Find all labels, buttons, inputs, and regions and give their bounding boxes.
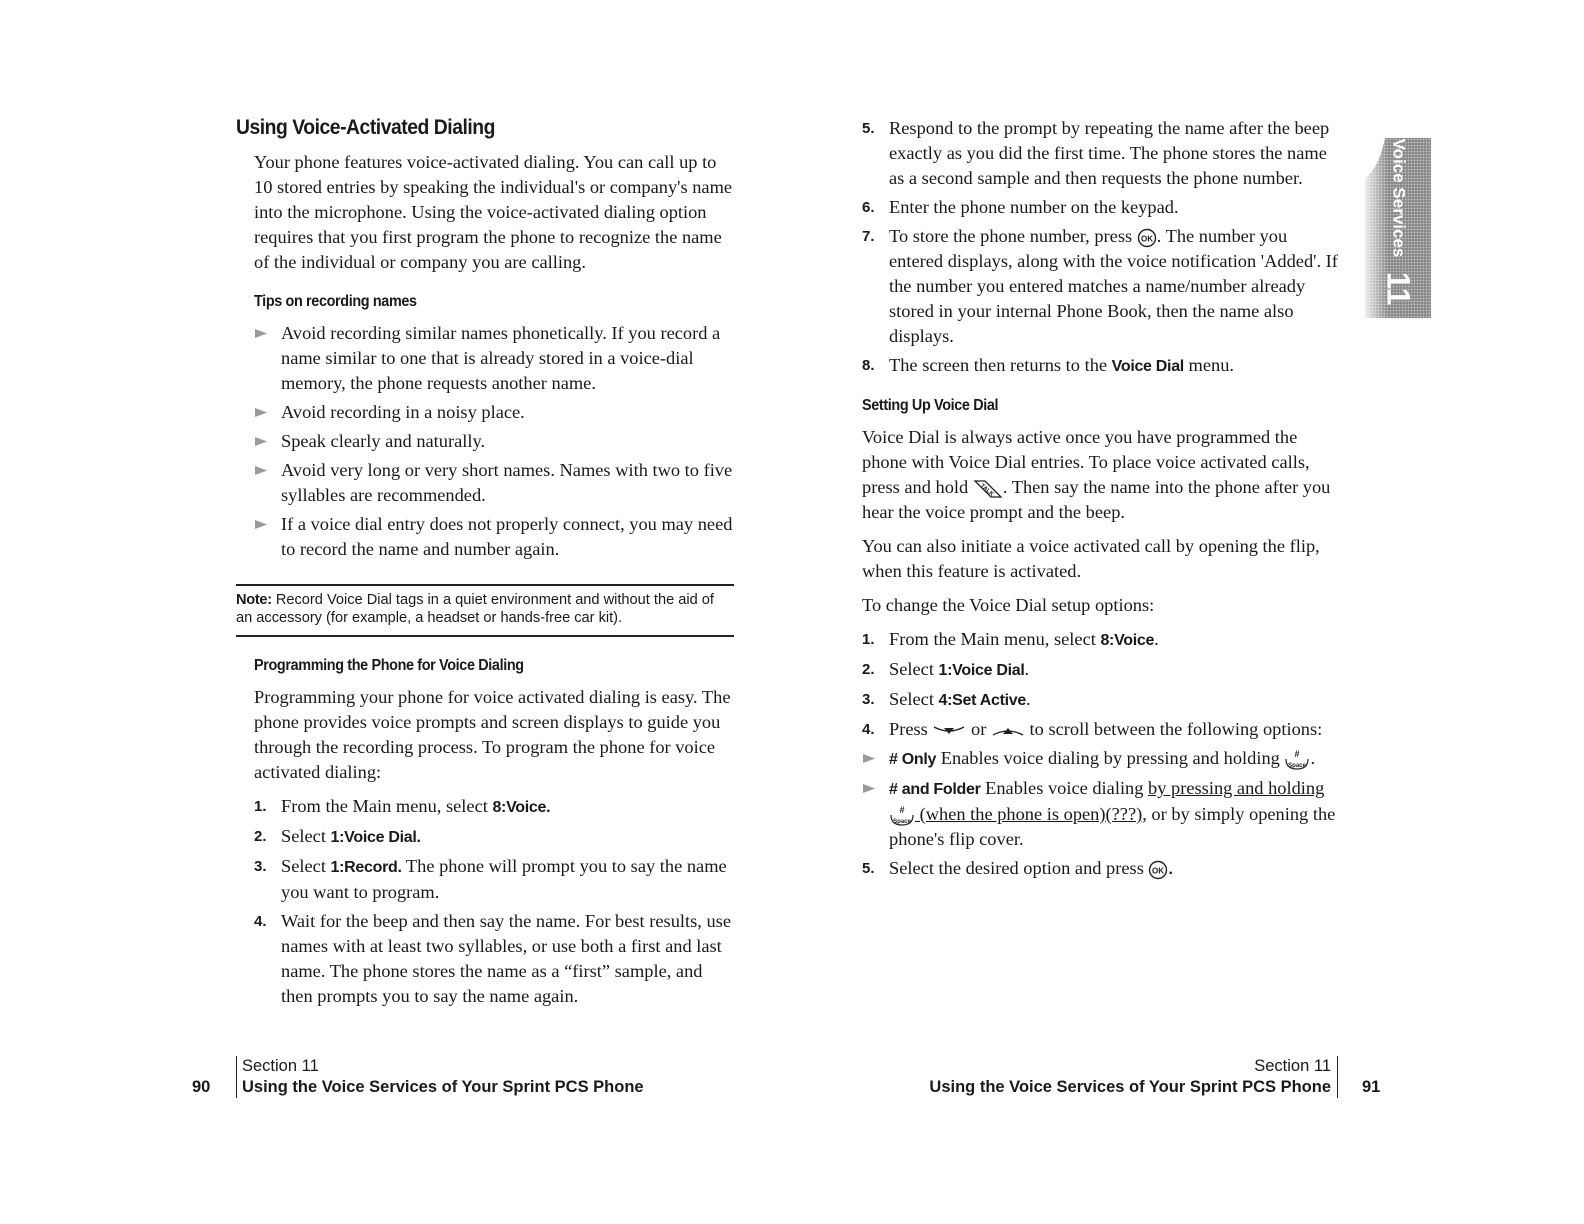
intro-paragraph: Your phone features voice-activated dialing. You can call up to 10 stored entries by speaking the individual's or company's name into the microphone. Using the voice-activated dialing option requires that you first program the phone to recognize the name of the individual or company you are calling. [254, 152, 733, 272]
step-item: 3. Select 1:Record. The phone will prompt you to say the name you want to program. [254, 856, 727, 902]
setup-options-list [862, 746, 1342, 852]
page-number-left: 90 [192, 1078, 211, 1096]
left-page-column [236, 116, 736, 1013]
setup-paragraph-1: Voice Dial is always active once you have programmed the phone with Voice Dial entries. To place voice activated calls, press and hold TALK . Then say the name into the phone after you hear the voice prompt and the beep. [862, 427, 1331, 522]
svg-text:TALK: TALK [978, 483, 995, 498]
tips-heading: Tips on recording names [254, 293, 417, 310]
tips-list [254, 321, 736, 562]
svg-text:#: # [1294, 748, 1300, 759]
step-item: 4. Press or to scroll between the following options: [862, 719, 1323, 739]
step-item: 7. To store the phone number, press OK . The number you entered displays, along with the voice notification 'Added'. If the number you entered matches a name/number already stored in your internal Phone Book, then the name also displays. [862, 226, 1338, 346]
right-page-column [862, 116, 1342, 886]
setup-steps-final [862, 856, 1342, 882]
arrow-bullet-icon [254, 465, 268, 476]
arrow-bullet-icon [254, 519, 268, 530]
programming-steps [254, 794, 736, 1009]
note-label: Note: [236, 592, 272, 608]
ok-key-icon [1137, 228, 1157, 248]
footer-left [236, 1056, 644, 1098]
footer-section-label: Section 11 [242, 1057, 319, 1075]
svg-text:OK: OK [1140, 234, 1153, 244]
list-item: Avoid recording in a noisy place. [254, 400, 736, 425]
side-tab-number: 11 [1380, 271, 1417, 306]
talk-key-icon [973, 478, 1003, 500]
arrow-bullet-icon [254, 436, 268, 447]
step-item: 1. From the Main menu, select 8:Voice. [254, 796, 551, 816]
svg-text:#: # [899, 804, 905, 815]
step-item: 2. Select 1:Voice Dial. [254, 826, 421, 846]
list-item: # Only Enables voice dialing by pressing and holding # Space . [862, 746, 1342, 772]
arrow-bullet-icon [862, 753, 876, 764]
programming-intro: Programming your phone for voice activated dialing is easy. The phone provides voice prompts and screen displays to guide you through the recording process. To program the phone for voice activated dialing: [254, 687, 731, 782]
arrow-bullet-icon [254, 407, 268, 418]
step-item: 6. Enter the phone number on the keypad. [862, 197, 1179, 217]
svg-text:OK: OK [1152, 866, 1165, 876]
note-box [236, 584, 734, 637]
step-item: 4. Wait for the beep and then say the name. For best results, use names with at least two syllables, or use both a first and last name. The phone stores the name as a “first” sample, and then prompts you to say the name again. [254, 911, 731, 1006]
list-item: Avoid very long or very short names. Names with two to five syllables are recommended. [254, 458, 736, 508]
list-item: # and Folder Enables voice dialing by pressing and holding # Space (when the phone is open)(???), or by simply opening the phone's flip cover. [862, 776, 1342, 852]
side-tab-label: Voice Services [1389, 138, 1408, 258]
programming-steps-continued [862, 116, 1342, 379]
ok-key-icon [1148, 860, 1168, 880]
space-key-icon [889, 805, 915, 827]
step-item: 2. Select 1:Voice Dial. [862, 659, 1030, 679]
section-side-tab [1365, 138, 1431, 318]
page-heading: Using Voice-Activated Dialing [236, 116, 495, 139]
svg-text:Space: Space [893, 818, 911, 825]
footer-title: Using the Voice Services of Your Sprint PCS Phone [242, 1078, 644, 1096]
footer-right [929, 1056, 1338, 1098]
list-item: If a voice dial entry does not properly connect, you may need to record the name and number again. [254, 512, 736, 562]
setup-paragraph-2: You can also initiate a voice activated call by opening the flip, when this feature is activated. [862, 536, 1320, 581]
step-item: 1. From the Main menu, select 8:Voice. [862, 629, 1159, 649]
list-item: Avoid recording similar names phonetically. If you record a name similar to one that is already stored in a voice-dial memory, the phone requests another name. [254, 321, 736, 396]
note-text: Record Voice Dial tags in a quiet environment and without the aid of an accessory (for example, a headset or hands-free car kit). [236, 592, 714, 626]
footer-section-label: Section 11 [1254, 1057, 1331, 1075]
setup-steps [862, 627, 1342, 742]
space-key-icon [1284, 749, 1310, 771]
step-item: 5. Select the desired option and press OK . [862, 858, 1173, 878]
step-item: 8. The screen then returns to the Voice Dial menu. [862, 355, 1235, 375]
programming-heading: Programming the Phone for Voice Dialing [254, 657, 524, 674]
page-number-right: 91 [1362, 1078, 1381, 1096]
list-item: Speak clearly and naturally. [254, 429, 736, 454]
step-item: 3. Select 4:Set Active. [862, 689, 1031, 709]
arrow-bullet-icon [862, 783, 876, 794]
setup-paragraph-3: To change the Voice Dial setup options: [862, 595, 1155, 615]
svg-text:Space: Space [1288, 762, 1307, 769]
step-item: 5. Respond to the prompt by repeating the name after the beep exactly as you did the first time. The phone stores the name as a second sample and then requests the phone number. [862, 118, 1330, 188]
setup-heading: Setting Up Voice Dial [862, 397, 999, 414]
scroll-down-key-icon [932, 724, 966, 738]
footer-title: Using the Voice Services of Your Sprint PCS Phone [929, 1078, 1331, 1096]
arrow-bullet-icon [254, 328, 268, 339]
scroll-up-key-icon [991, 724, 1025, 738]
